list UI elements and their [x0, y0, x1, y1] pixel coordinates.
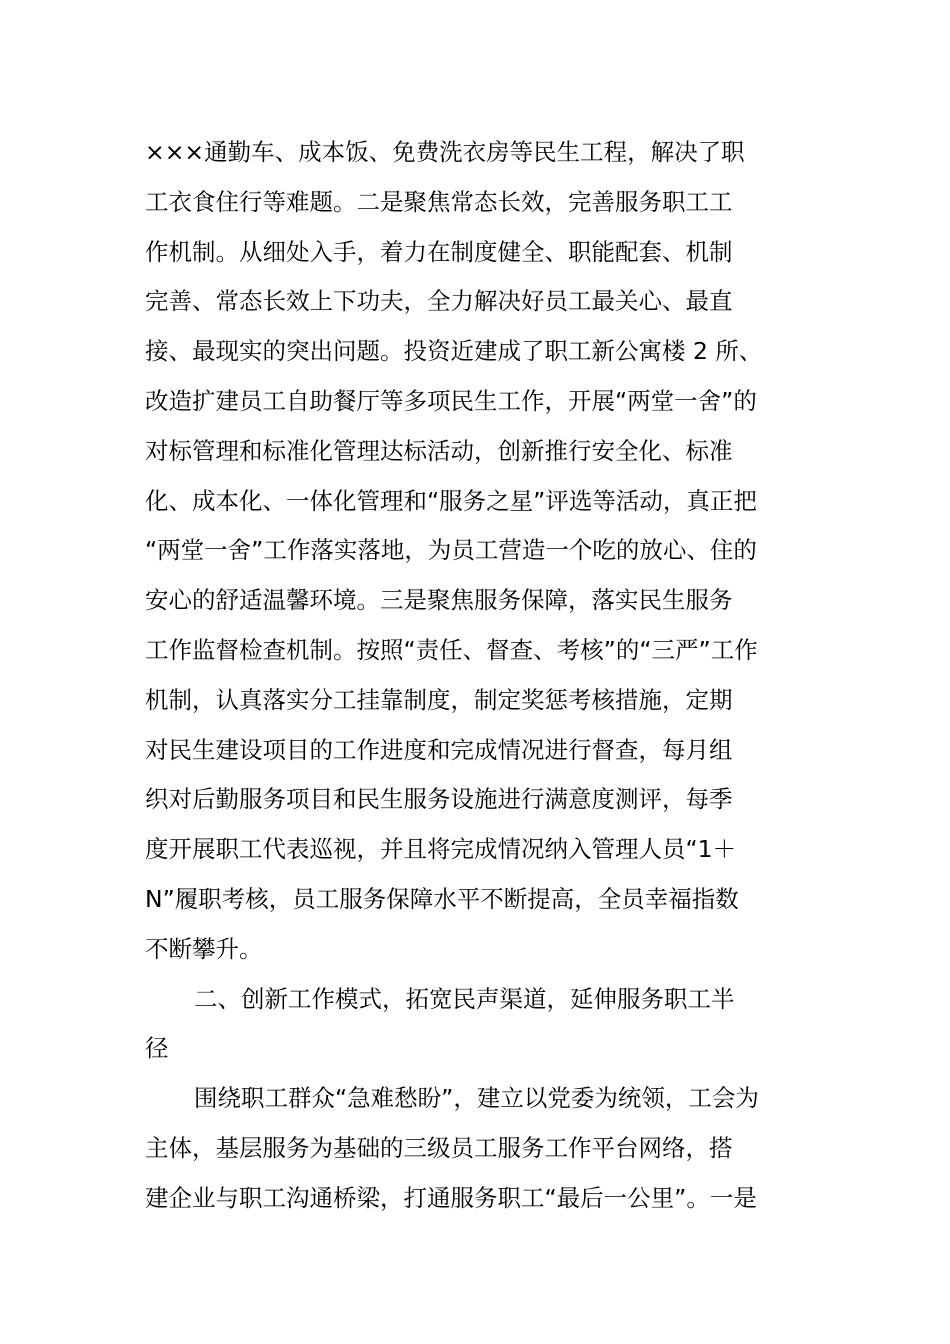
body-line: 织对后勤服务项目和民生服务设施进行满意度测评，每季: [145, 785, 733, 814]
section-heading: 二、创新工作模式，拓宽民声渠道，延伸服务职工半: [194, 984, 735, 1013]
body-line: 建企业与职工沟通桥梁，打通服务职工“最后一公里”。一是: [145, 1183, 757, 1212]
section-heading-continuation: 径: [145, 1034, 169, 1063]
body-line: ×××通勤车、成本饭、免费洗衣房等民生工程，解决了职: [145, 138, 745, 166]
body-line: “两堂一舍”工作落实落地，为员工营造一个吃的放心、住的: [145, 536, 757, 565]
body-line: 改造扩建员工自助餐厅等多项民生工作，开展“两堂一舍”的: [145, 386, 757, 415]
body-line: 机制，认真落实分工挂靠制度，制定奖惩考核措施，定期: [145, 685, 733, 714]
body-line: 工作监督检查机制。按照“责任、督查、考核”的“三严”工作: [145, 635, 758, 664]
body-line: 完善、常态长效上下功夫，全力解决好员工最关心、最直: [145, 287, 733, 316]
body-line: 工衣食住行等难题。二是聚焦常态长效，完善服务职工工: [145, 187, 733, 216]
body-line: 作机制。从细处入手，着力在制度健全、职能配套、机制: [145, 237, 733, 266]
body-line: 对标管理和标准化管理达标活动，创新推行安全化、标准: [145, 436, 733, 465]
body-line: 度开展职工代表巡视，并且将完成情况纳入管理人员“1＋: [145, 835, 737, 864]
body-line: 对民生建设项目的工作进度和完成情况进行督查，每月组: [145, 735, 733, 764]
body-line: N”履职考核，员工服务保障水平不断提高，全员幸福指数: [145, 884, 739, 913]
body-line: 接、最现实的突出问题。投资近建成了职工新公寓楼 2 所、: [145, 337, 763, 366]
body-line: 不断攀升。: [145, 934, 263, 963]
body-line: 围绕职工群众“急难愁盼”，建立以党委为统领，工会为: [194, 1084, 759, 1113]
document-body: [145, 128, 825, 1224]
body-line: 安心的舒适温馨环境。三是聚焦服务保障，落实民生服务: [145, 586, 733, 615]
body-line: 主体，基层服务为基础的三级员工服务工作平台网络，搭: [145, 1133, 733, 1162]
body-line: 化、成本化、一体化管理和“服务之星”评选等活动，真正把: [145, 486, 757, 515]
